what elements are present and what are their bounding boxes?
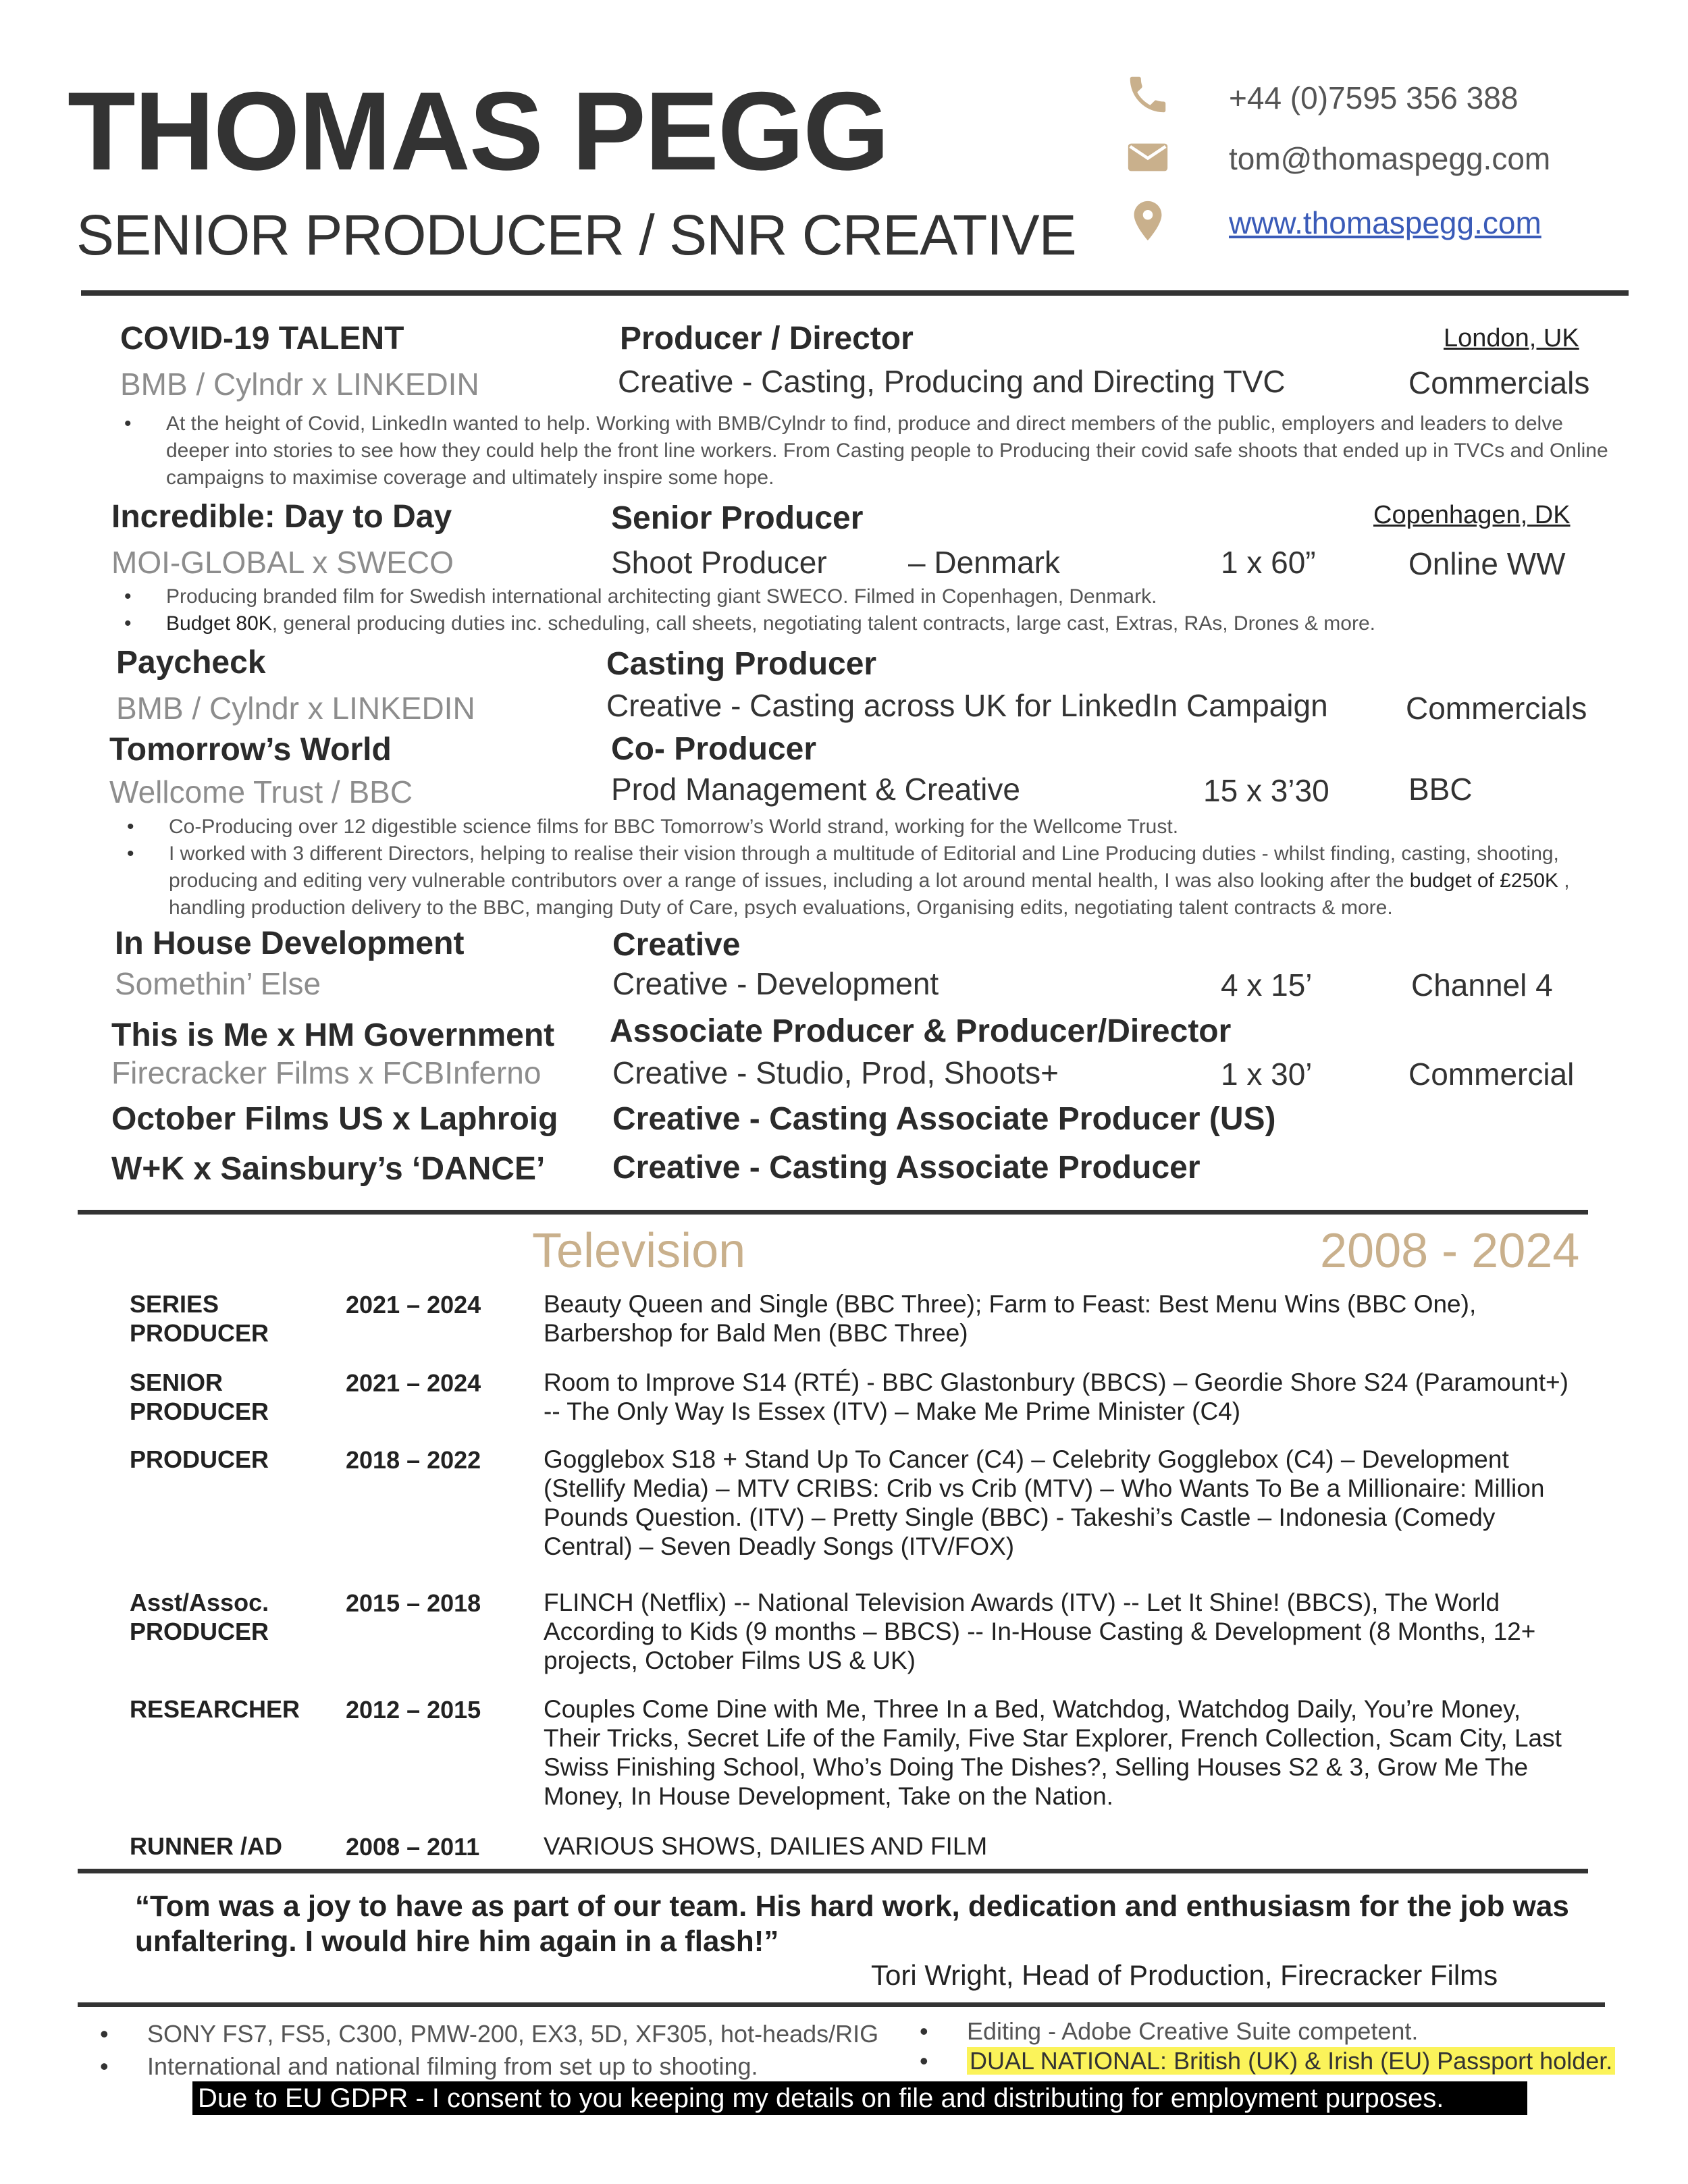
gdpr-notice: Due to EU GDPR - I consent to you keeping my details on file and distributing for employment purposes.	[192, 2081, 1527, 2115]
tv-role: PRODUCER	[130, 1445, 269, 1473]
tv-years: 2018 – 2022	[346, 1446, 481, 1474]
location-pin-icon	[1124, 197, 1171, 244]
job-role: Producer / Director	[620, 321, 914, 356]
job-role: Casting Producer	[606, 646, 877, 682]
job-region: – Denmark	[908, 545, 1060, 580]
job-company: In House Development	[115, 926, 465, 961]
job-client: Wellcome Trust / BBC	[109, 774, 413, 809]
section-divider	[78, 1869, 1588, 1873]
bullet-covid: • At the height of Covid, LinkedIn wanted to help. Working with BMB/Cylndr to find, produce and direct members of the public, employers and leaders to delve deeper into stories to see how they could help the front line workers. From Casting people to Producing their covid safe shoots that ended up in TVCs and Online campaigns to maximise coverage and ultimately inspire some hope.	[166, 410, 1618, 491]
job-role: Creative - Casting Associate Producer	[612, 1150, 1201, 1186]
job-company: Incredible: Day to Day	[111, 499, 452, 535]
job-episode-count: 1 x 60”	[1221, 545, 1316, 580]
job-client: BMB / Cylndr x LINKEDIN	[120, 367, 479, 402]
tv-role: SERIES PRODUCER	[130, 1290, 269, 1347]
job-role: Associate Producer & Producer/Director	[610, 1013, 1232, 1049]
job-company: Paycheck	[116, 645, 266, 681]
job-role: Senior Producer	[611, 500, 864, 536]
bullet-sweco-2	[166, 610, 1618, 637]
bullet-budget: budget of £250K	[1409, 870, 1558, 892]
job-description: Creative - Casting across UK for LinkedIn Campaign	[606, 688, 1328, 723]
job-company: W+K x Sainsbury’s ‘DANCE’	[111, 1151, 546, 1187]
email-address[interactable]: tom@thomaspegg.com	[1229, 141, 1551, 176]
tv-years: 2008 – 2011	[346, 1833, 480, 1861]
job-output: Commercials	[1408, 365, 1590, 400]
tv-shows: Gogglebox S18 + Stand Up To Cancer (C4) – Celebrity Gogglebox (C4) – Development (Stellify Media) – MTV CRIBS: Crib vs Crib (MTV) – Who Wants To Be a Millionaire: Million Pounds Question. (ITV) – Pretty Single (BBC) - Takeshi’s Castle – Indonesia (Comedy Central) – Seven Deadly Songs (ITV/FOX)	[544, 1445, 1545, 1560]
header-divider	[81, 290, 1629, 296]
tv-role: RESEARCHER	[130, 1695, 300, 1723]
job-company: October Films US x Laphroig	[111, 1101, 558, 1137]
phone-icon	[1124, 71, 1171, 118]
tv-role: RUNNER /AD	[130, 1832, 283, 1860]
job-description: Creative - Studio, Prod, Shoots+	[612, 1055, 1059, 1090]
job-description: Shoot Producer	[611, 545, 827, 580]
tv-years: 2021 – 2024	[346, 1369, 481, 1397]
television-heading: Television	[532, 1224, 746, 1278]
bullet-tw-2	[169, 841, 1627, 922]
dual-national-item	[967, 2047, 1615, 2075]
tv-role: Asst/Assoc. PRODUCER	[130, 1589, 269, 1645]
phone-number: +44 (0)7595 356 388	[1229, 80, 1519, 115]
bullet-text: I worked with 3 different Directors, helping to realise their vision through a multitude of Editorial and Line Producing duties - whilst finding, casting, shooting, producing and editing very vulnerable contributors over a range of issues, including a lot around mental health, I was also looking after the	[169, 843, 1559, 892]
job-company: This is Me x HM Government	[111, 1017, 555, 1053]
bullet-sweco-1: • Producing branded film for Swedish international architecting giant SWECO. Filmed in Copenhagen, Denmark.	[166, 583, 1618, 610]
tv-shows: FLINCH (Netflix) -- National Television Awards (ITV) -- Let It Shine! (BBCS), The World According to Kids (9 months – BBCS) -- In-House Casting & Development (8 Months, 12+ projects, October Films US & UK)	[544, 1589, 1536, 1674]
candidate-name: THOMAS PEGG	[68, 69, 889, 193]
email-icon	[1124, 134, 1171, 181]
bullet-tw-1: • Co-Producing over 12 digestible science films for BBC Tomorrow’s World strand, working for the Wellcome Trust.	[169, 814, 1620, 841]
job-episode-count: 1 x 30’	[1221, 1057, 1313, 1092]
job-role: Creative - Casting Associate Producer (US)	[612, 1101, 1276, 1137]
testimonial-quote: “Tom was a joy to have as part of our team. His hard work, dedication and enthusiasm for the job was unfaltering. I would hire him again in a flash!”	[135, 1890, 1569, 1958]
skill-item: • SONY FS7, FS5, C300, PMW-200, EX3, 5D, XF305, hot-heads/RIG	[147, 2020, 878, 2048]
section-divider	[78, 2002, 1605, 2007]
job-role: Co- Producer	[611, 731, 817, 767]
website-link[interactable]: www.thomaspegg.com	[1229, 205, 1541, 240]
bullet-text: , handling production delivery to the BBC, manging Duty of Care, psych evaluations, Organising edits, negotiating talent contracts & more.	[169, 870, 1570, 919]
job-episode-count: 4 x 15’	[1221, 967, 1313, 1003]
tv-years: 2021 – 2024	[346, 1291, 481, 1319]
job-output: Commercial	[1408, 1057, 1575, 1092]
candidate-title: SENIOR PRODUCER / SNR CREATIVE	[76, 203, 1076, 267]
testimonial-author: Tori Wright, Head of Production, Firecracker Films	[871, 1959, 1498, 1991]
job-client: Firecracker Films x FCBInferno	[111, 1055, 542, 1090]
job-client: BMB / Cylndr x LINKEDIN	[116, 691, 475, 726]
job-company: COVID-19 TALENT	[120, 321, 404, 356]
job-description: Creative - Casting, Producing and Directing TVC	[618, 364, 1286, 399]
job-output: Online WW	[1408, 546, 1566, 581]
tv-role: SENIOR PRODUCER	[130, 1368, 269, 1425]
job-client: MOI-GLOBAL x SWECO	[111, 545, 454, 580]
job-company: Tomorrow’s World	[109, 732, 392, 768]
job-output: BBC	[1408, 772, 1473, 807]
job-episode-count: 15 x 3’30	[1203, 773, 1329, 808]
job-location: Copenhagen, DK	[1373, 501, 1571, 529]
television-years: 2008 - 2024	[1320, 1224, 1580, 1278]
highlight: DUAL NATIONAL: British (UK) & Irish (EU) Passport holder.	[967, 2047, 1615, 2075]
job-role: Creative	[612, 927, 741, 963]
tv-shows: Couples Come Dine with Me, Three In a Bed, Watchdog, Watchdog Daily, You’re Money, Their Tricks, Secret Life of the Family, Five Star Explorer, French Collection, Scam City, Last Swiss Finishing School, Who’s Doing The Dishes?, Selling Houses S2 & 3, Grow Me The Money, In House Development, Take on the Nation.	[544, 1695, 1562, 1810]
tv-years: 2015 – 2018	[346, 1589, 481, 1617]
job-client: Somethin’ Else	[115, 966, 321, 1001]
extra-item: • Editing - Adobe Creative Suite competent.	[967, 2017, 1418, 2046]
bullet-text: , general producing duties inc. scheduling, call sheets, negotiating talent contracts, large cast, Extras, RAs, Drones & more.	[271, 612, 1375, 635]
tv-shows: VARIOUS SHOWS, DAILIES AND FILM	[544, 1832, 988, 1860]
job-output: Commercials	[1406, 691, 1587, 726]
section-divider	[78, 1210, 1588, 1215]
job-description: Prod Management & Creative	[611, 772, 1020, 807]
tv-shows: Beauty Queen and Single (BBC Three); Farm to Feast: Best Menu Wins (BBC One), Barbershop for Bald Men (BBC Three)	[544, 1290, 1477, 1347]
bullet-budget: Budget 80K	[166, 612, 272, 635]
job-location: London, UK	[1444, 324, 1579, 352]
job-description: Creative - Development	[612, 966, 939, 1001]
tv-shows: Room to Improve S14 (RTÉ) - BBC Glastonbury (BBCS) – Geordie Shore S24 (Paramount+) -- The Only Way Is Essex (ITV) – Make Me Prime Minister (C4)	[544, 1368, 1568, 1425]
job-output: Channel 4	[1411, 967, 1553, 1003]
skill-item: • International and national filming from set up to shooting.	[147, 2052, 758, 2081]
tv-years: 2012 – 2015	[346, 1696, 481, 1724]
